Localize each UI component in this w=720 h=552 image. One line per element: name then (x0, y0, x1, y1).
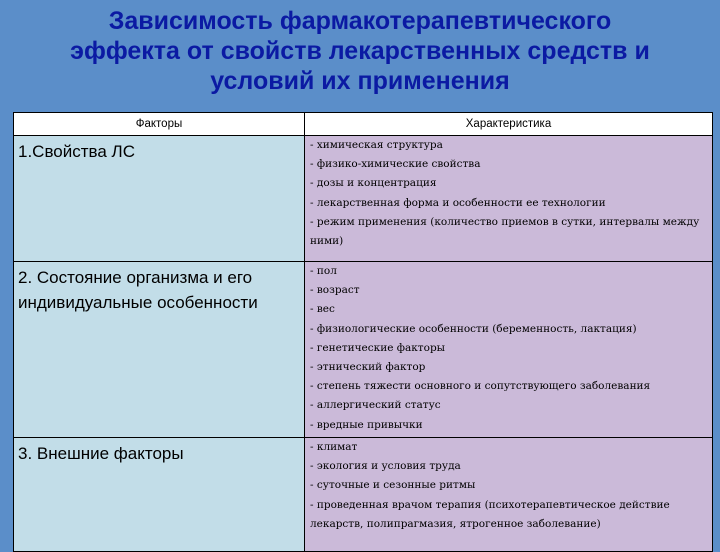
list-item: - вредные привычки (310, 418, 423, 431)
header-factors: Факторы (14, 113, 305, 136)
list-item: - физико-химические свойства (310, 158, 481, 171)
list-item: - аллергический статус (310, 399, 441, 412)
list-item: - дозы и концентрация (310, 177, 437, 190)
list-item: - климат (310, 441, 358, 453)
list-item: - вес (310, 303, 335, 316)
title-line-1: Зависимость фармакотерапевтического (108, 7, 612, 35)
characteristics-cell (305, 136, 713, 262)
characteristics-cell (305, 262, 713, 438)
table-row (14, 438, 713, 552)
list-item: - этнический фактор (310, 361, 426, 374)
title-line-3: условий их применения (210, 67, 510, 95)
list-item: - экология и условия труда (310, 460, 461, 473)
factor-cell: 1.Свойства ЛС (14, 136, 305, 262)
page-title (0, 6, 720, 96)
table-row (14, 136, 713, 262)
header-characteristics: Характеристика (305, 113, 713, 136)
factors-table (13, 112, 713, 552)
title-line-2: эффекта от свойств лекарственных средств и (70, 37, 650, 65)
table-header-row (14, 113, 713, 136)
factor-cell: 3. Внешние факторы (14, 438, 305, 552)
list-item: - генетические факторы (310, 341, 446, 354)
list-item: - проведенная врачом терапия (психотерапевтическое действие лекарств, полипрагмазия, ятрогенное заболевание) (310, 498, 670, 530)
characteristics-cell (305, 438, 713, 552)
list-item: - суточные и сезонные ритмы (310, 479, 476, 492)
list-item: - возраст (310, 284, 360, 297)
list-item: - степень тяжести основного и сопутствующего заболевания (310, 380, 651, 393)
factor-cell: 2. Состояние организма и его индивидуальные особенности (14, 262, 305, 438)
list-item: - физиологические особенности (беременность, лактация) (310, 322, 637, 335)
table-row (14, 262, 713, 438)
list-item: - пол (310, 265, 337, 277)
list-item: - режим применения (количество приемов в сутки, интервалы между ними) (310, 215, 700, 248)
list-item: - лекарственная форма и особенности ее технологии (310, 196, 606, 209)
list-item: - химическая структура (310, 139, 443, 151)
